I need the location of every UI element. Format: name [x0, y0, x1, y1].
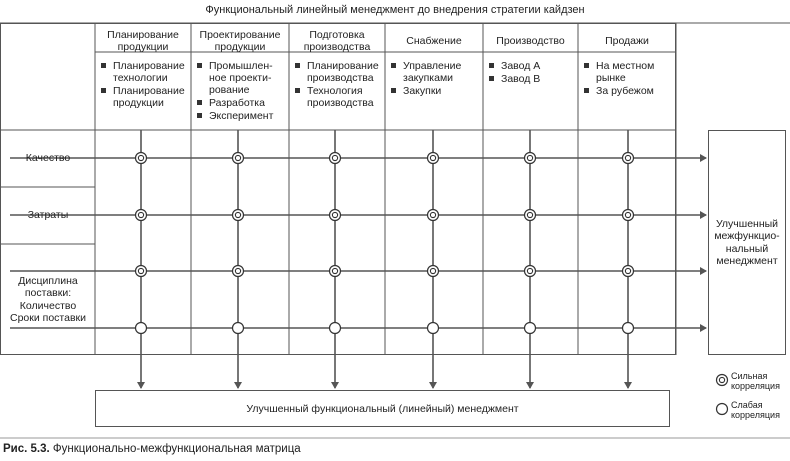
column-item-line: технологии [113, 72, 168, 84]
strong-correlation-icon [233, 210, 244, 221]
row-label-line: Качество [25, 152, 71, 165]
column-item-line: производства [307, 97, 374, 109]
strong-correlation-icon [623, 210, 634, 221]
column-item [582, 60, 674, 84]
strong-correlation-icon [330, 210, 341, 221]
column-item-line: На местном [596, 60, 655, 72]
strong-correlation-icon [233, 153, 244, 164]
legend-weak-icon [717, 404, 728, 415]
column-item [195, 60, 287, 96]
figure-caption [3, 443, 301, 455]
column-item-line: Закупки [403, 85, 442, 97]
column-header [289, 29, 385, 53]
row-label [1, 152, 95, 165]
row-label-line: Затраты [27, 209, 69, 222]
weak-correlation-icon [525, 323, 536, 334]
column-item-line: рование [209, 84, 250, 96]
row-label [1, 209, 95, 222]
improved-cross-functional-box [708, 130, 786, 355]
column-item-line: Промышлен- [209, 60, 273, 72]
column-header-line: продукции [214, 41, 266, 53]
weak-correlation-icon [623, 323, 634, 334]
weak-correlation-icon [136, 323, 147, 334]
column-item-line: За рубежом [596, 85, 654, 97]
column-items-list [195, 60, 287, 123]
column-item [582, 85, 674, 97]
legend-strong-label [731, 371, 780, 391]
column-header-line: Производство [496, 35, 565, 47]
legend-line: Сильная [731, 371, 768, 381]
column-header [483, 35, 578, 47]
column-header-line: Проектирование [199, 29, 281, 41]
column-item-line: производства [307, 72, 374, 84]
column-item-line: Планирование [113, 85, 185, 97]
row-label-line: Количество [19, 299, 77, 312]
weak-correlation-icon [428, 323, 439, 334]
right-box-line: межфункцио- [714, 230, 780, 242]
column-item [99, 85, 189, 109]
column-item [195, 110, 287, 122]
column-item-line: Эксперимент [209, 110, 274, 122]
improved-cross-functional-label [714, 218, 779, 268]
column-header-line: Снабжение [406, 35, 462, 47]
row-label [1, 275, 95, 325]
column-item-line: Разработка [209, 97, 265, 109]
strong-correlation-icon [136, 266, 147, 277]
legend-strong-icon [717, 375, 728, 386]
column-header-line: продукции [117, 41, 169, 53]
column-items-list [582, 60, 674, 98]
right-box-line: Улучшенный [715, 217, 779, 230]
weak-correlation-icon [233, 323, 244, 334]
column-item-line: рынке [596, 72, 626, 84]
improved-line-management-label: Улучшенный функциональный (линейный) менеджмент [246, 402, 519, 415]
strong-correlation-icon [525, 210, 536, 221]
column-item [293, 60, 383, 84]
caption-text: Функционально-межфункциональная матрица [52, 443, 301, 455]
column-header [578, 35, 676, 47]
column-header [191, 29, 289, 53]
column-header-line: производства [303, 41, 371, 53]
column-items-list [293, 60, 383, 110]
improved-line-management-box [95, 390, 670, 427]
legend-weak-label [731, 400, 780, 420]
column-header-line: Продажи [605, 35, 649, 47]
column-item-line: Планирование [307, 60, 379, 72]
legend-line: корреляция [731, 410, 780, 420]
strong-correlation-icon [525, 153, 536, 164]
column-item-line: Завод B [501, 73, 541, 85]
column-item-line: Планирование [113, 60, 185, 72]
column-item [487, 73, 576, 85]
strong-correlation-icon [233, 266, 244, 277]
weak-correlation-icon [330, 323, 341, 334]
row-label-line: поставки: [24, 287, 72, 299]
strong-correlation-icon [136, 210, 147, 221]
column-item [195, 97, 287, 109]
strong-correlation-icon [525, 266, 536, 277]
strong-correlation-icon [623, 153, 634, 164]
caption-label: Рис. 5.3. [3, 443, 50, 455]
legend-line: корреляция [731, 381, 780, 391]
strong-correlation-icon [330, 153, 341, 164]
matrix-title: Функциональный линейный менеджмент до внедрения стратегии кайдзен [205, 4, 585, 16]
column-header [95, 29, 191, 53]
column-header-line: Подготовка [309, 29, 365, 41]
legend-line: Слабая [731, 400, 763, 410]
strong-correlation-icon [623, 266, 634, 277]
column-items-list [487, 60, 576, 86]
column-item-line: Завод A [501, 60, 541, 72]
strong-correlation-icon [136, 153, 147, 164]
column-item-line: закупками [403, 72, 454, 84]
strong-correlation-icon [428, 266, 439, 277]
column-header [385, 35, 483, 47]
column-items-list [99, 60, 189, 110]
column-item-line: Технология [307, 85, 363, 97]
column-item-line: Управление [403, 60, 462, 72]
right-box-line: нальный [725, 242, 769, 255]
column-item [389, 60, 481, 84]
column-item [293, 85, 383, 109]
column-item-line: ное проекти- [209, 72, 272, 84]
column-item [389, 85, 481, 97]
column-header-line: Планирование [107, 29, 179, 41]
row-label-line: Сроки поставки [10, 312, 86, 324]
strong-correlation-icon [428, 153, 439, 164]
row-label-line: Дисциплина [18, 274, 78, 287]
right-box-line: менеджмент [716, 255, 778, 267]
column-item [487, 60, 576, 72]
column-item [99, 60, 189, 84]
column-items-list [389, 60, 481, 98]
strong-correlation-icon [330, 266, 341, 277]
strong-correlation-icon [428, 210, 439, 221]
column-item-line: продукции [113, 97, 164, 109]
